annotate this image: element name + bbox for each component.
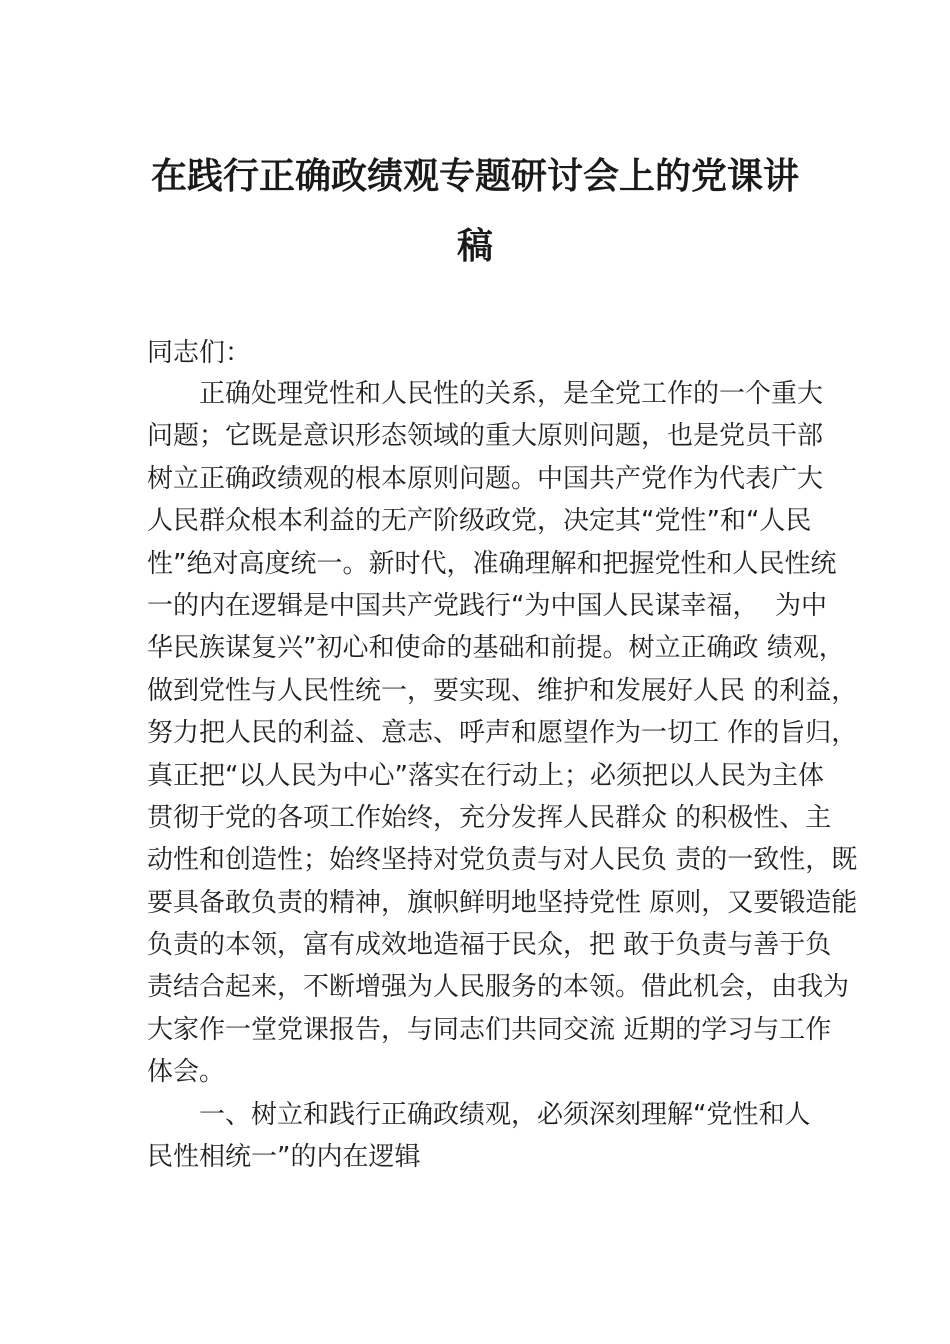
title-line: 稿 (456, 225, 493, 267)
paragraph-line: 动性和创造性；始终坚持对党负责与对人民负 责的一致性，既 (147, 845, 858, 876)
paragraph-line: 真正把“以人民为中心”落实在行动上；必须把以人民为主体 (147, 760, 824, 791)
paragraph-intro (147, 379, 858, 1088)
document-body (147, 338, 858, 1186)
title-line: 在践行正确政绩观专题研讨会上的党课讲 (150, 155, 799, 197)
paragraph-line: 大家作一堂党课报告，与同志们共同交流 近期的学习与工作 (147, 1014, 832, 1045)
paragraph-line: 负责的本领，富有成效地造福于民众，把 敢于负责与善于负 (147, 930, 832, 961)
paragraph-line: 贯彻于党的各项工作始终，充分发挥人民群众 的积极性、主 (147, 802, 832, 833)
paragraph-line: 问题；它既是意识形态领域的重大原则问题，也是党员干部 (147, 421, 824, 452)
document-title (0, 155, 950, 267)
heading-line: 民性相统一”的内在逻辑 (147, 1142, 421, 1173)
paragraph-line: 华民族谋复兴”初心和使命的基础和前提。树立正确政 绩观， (147, 633, 845, 664)
paragraph-line: 树立正确政绩观的根本原则问题。中国共产党作为代表广大 (147, 463, 824, 494)
heading-line: 一、树立和践行正确政绩观，必须深刻理解“党性和人 (199, 1099, 811, 1130)
paragraph-line: 人民群众根本利益的无产阶级政党，决定其“党性”和“人民 (147, 506, 812, 537)
paragraph-line: 要具备敢负责的精神，旗帜鲜明地坚持党性 原则，又要锻造能 (147, 887, 858, 918)
salutation: 同志们： (147, 338, 252, 368)
paragraph-line: 努力把人民的利益、意志、呼声和愿望作为一切工 作的旨归， (147, 718, 858, 749)
section-heading-1 (147, 1099, 837, 1173)
paragraph-line: 一的内在逻辑是中国共产党践行“为中国人民谋幸福， 为中 (147, 590, 827, 621)
paragraph-line: 正确处理党性和人民性的关系，是全党工作的一个重大 (199, 379, 824, 409)
paragraph-line: 体会。 (147, 1057, 226, 1088)
paragraph-line: 性”绝对高度统一。新时代，准确理解和把握党性和人民性统 (147, 548, 837, 579)
paragraph-line: 责结合起来，不断增强为人民服务的本领。借此机会，由我为 (147, 972, 850, 1003)
paragraph-line: 做到党性与人民性统一，要实现、维护和发展好人民 的利益， (147, 675, 858, 706)
